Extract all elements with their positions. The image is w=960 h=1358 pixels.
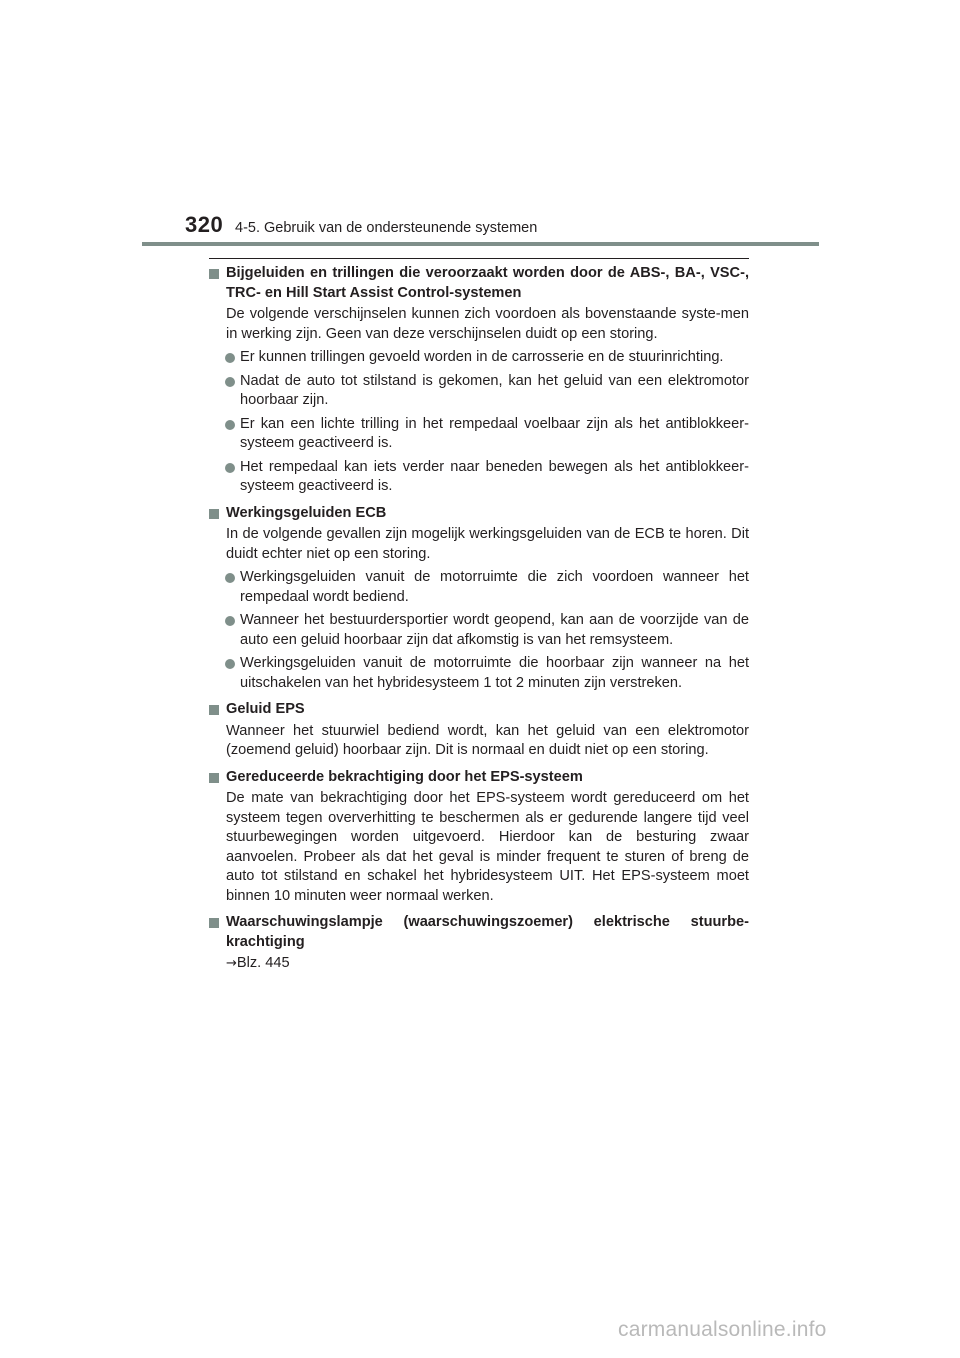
section-paragraph: De volgende verschijnselen kunnen zich voordoen als bovenstaande syste-men in werking zijn. Geen van deze verschijnselen duidt op een storing.	[226, 306, 749, 342]
section-eps-sound	[209, 700, 749, 761]
section-divider	[209, 258, 749, 259]
chapter-title: 4-5. Gebruik van de ondersteunende systemen	[235, 220, 538, 236]
square-bullet-icon	[209, 705, 219, 715]
list-item: Er kunnen trillingen gevoeld worden in de carrosserie en de stuurinrichting.	[209, 348, 749, 368]
circle-bullet-icon	[225, 616, 235, 626]
arrow-right-icon: →	[226, 956, 237, 971]
section-warning-lamp	[209, 913, 749, 974]
section-abs-noises	[209, 264, 749, 497]
section-paragraph: Wanneer het stuurwiel bediend wordt, kan het geluid van een elektromotor (zoemend geluid) hoorbaar zijn. Dit is normaal en duidt niet op een storing.	[226, 722, 749, 758]
square-bullet-icon	[209, 269, 219, 279]
section-heading: Geluid EPS	[209, 700, 749, 720]
section-heading: Werkingsgeluiden ECB	[209, 504, 749, 524]
square-bullet-icon	[209, 918, 219, 928]
circle-bullet-icon	[225, 573, 235, 583]
list-item: Nadat de auto tot stilstand is gekomen, kan het geluid van een elektromotor hoorbaar zijn.	[209, 372, 749, 411]
circle-bullet-icon	[225, 659, 235, 669]
list-item: Het rempedaal kan iets verder naar beneden bewegen als het antiblokkeer-systeem geactiveerd is.	[209, 458, 749, 497]
page-number: 320	[185, 212, 224, 237]
list-item: Werkingsgeluiden vanuit de motorruimte die hoorbaar zijn wanneer na het uitschakelen van het hybridesysteem 1 tot 2 minuten zijn verstreken.	[209, 654, 749, 693]
list-item: Werkingsgeluiden vanuit de motorruimte die zich voordoen wanneer het rempedaal wordt bediend.	[209, 568, 749, 607]
section-heading: Waarschuwingslampje (waarschuwingszoemer) elektrische stuurbe-krachtiging	[209, 913, 749, 952]
main-content	[209, 264, 749, 981]
page-reference-label: Blz. 445	[236, 955, 290, 971]
circle-bullet-icon	[225, 353, 235, 363]
section-paragraph: De mate van bekrachtiging door het EPS-systeem wordt gereduceerd om het systeem tegen oververhitting te beschermen als er gedurende langere tijd veel stuurbewegingen worden uitgevoerd. Hierdoor kan de besturing zwaar aanvoelen. Probeer als dat het geval is minder frequent te sturen of breng de auto tot stilstand en schakel het hybridesysteem UIT. Het EPS-systeem moet binnen 10 minuten weer normaal werken.	[226, 790, 749, 904]
watermark: carmanualsonline.info	[618, 1318, 827, 1341]
section-paragraph: In de volgende gevallen zijn mogelijk werkingsgeluiden van de ECB te horen. Dit duidt echter niet op een storing.	[226, 526, 749, 562]
header-rule	[142, 242, 819, 246]
section-heading: Bijgeluiden en trillingen die veroorzaakt worden door de ABS-, BA-, VSC-, TRC- en Hill Start Assist Control-systemen	[209, 264, 749, 303]
circle-bullet-icon	[225, 420, 235, 430]
square-bullet-icon	[209, 509, 219, 519]
square-bullet-icon	[209, 773, 219, 783]
page-reference[interactable]	[209, 954, 749, 974]
section-eps-reduced	[209, 768, 749, 907]
page-header	[0, 0, 960, 250]
circle-bullet-icon	[225, 377, 235, 387]
section-ecb-noises	[209, 504, 749, 694]
list-item: Wanneer het bestuurdersportier wordt geopend, kan aan de voorzijde van de auto een geluid hoorbaar zijn dat afkomstig is van het remsysteem.	[209, 611, 749, 650]
section-heading: Gereduceerde bekrachtiging door het EPS-systeem	[209, 768, 749, 788]
circle-bullet-icon	[225, 463, 235, 473]
list-item: Er kan een lichte trilling in het rempedaal voelbaar zijn als het antiblokkeer-systeem geactiveerd is.	[209, 415, 749, 454]
